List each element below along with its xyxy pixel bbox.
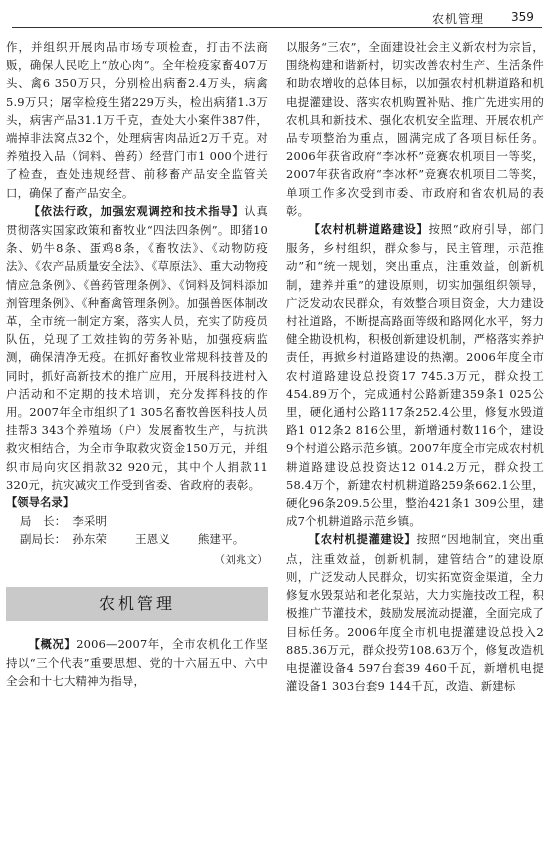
author-credit: （刘兆文） [214, 553, 268, 566]
section-heading: 【农村机提灌建设】 [308, 533, 417, 547]
leader-title: 局 长： [20, 514, 67, 529]
running-head-title: 农机管理 [432, 12, 485, 26]
section-heading: 【概况】 [28, 637, 77, 651]
paragraph [286, 530, 544, 695]
paragraph [6, 202, 268, 494]
leader-name: 熊建平。 [197, 532, 245, 547]
leader-row-deputies [20, 530, 268, 548]
leader-title: 副局长： [20, 532, 67, 547]
paragraph-body: 2006—2007年，全市农机化工作坚持以“三个代表”重要思想、党的十六届五中、六中全会和十七大精神为指导， [6, 636, 268, 689]
leaders-heading: 【领导名录】 [6, 496, 75, 510]
paragraph [6, 635, 268, 691]
page-number: 359 [511, 10, 534, 24]
leader-name: 王恩义 [135, 532, 170, 547]
section-heading [6, 494, 268, 512]
leader-row-director [20, 512, 268, 530]
paragraph-body: 按照“政府引导，部门服务，乡村组织，群众参与，民主管理，示范推动”和“统一规划，突出重点，注重效益，创新机制，建养并重”的建设原则，切实加强组织领导，广泛发动农民群众，有效整合项目资金，大力建设村社道路，不断提高路面等级和路网化水平，努力健全勘设机构，积极创新建设机制，严格落实养护责任，再掀乡村道路建设的热潮。2006年度全市农村道路建设总投资17 745.3万元，群众投工454.89万个，完成通村公路新建359条1 025公里，硬化通村公路117条252.4公里，修复水毁道路1 012条2 816公里，新增通村数116个，建设9个村道公路示范乡镇。2007年度全市完成农村机耕道路建设总投资达12 014.2万元，群众投工58.4万个，新建农村机耕道路259条662.1公里，硬化96条209.5公里，整治421条1 309公里，建成7个机耕道路示范乡镇。 [286, 222, 544, 529]
paragraph-body: 按照“因地制宜，突出重点，注重效益，创新机制，建管结合”的建设原则，广泛发动人民群众，切实拓宽资金渠道，全力修复水毁泵站和老化泵站，大力实施技改工程，积极推广节灌技术，鼓励发展流动提灌，全面完成了目标任务。2006年度全市机电提灌建设总投入2 885.36万元，群众投劳108.63万个，修复改造机电提灌设备4 597台套39 460千瓦，新增机电提灌设备1 303台套9 144千瓦，改造、新建标 [286, 532, 544, 694]
paragraph: 作，并组织开展肉品市场专项检查，打击不法商贩，确保人民吃上“放心肉”。全年检疫家畜407万头、禽6 350万只，分别检出病畜2.4万头，病禽5.9万只；屠宰检疫生猪229万头，检出病猪1.3万头，病害产品31.1万千克，查处大小案件387件，端掉非法窝点32个，处理病害肉品近2万千克。对养殖投入品（饲料、兽药）经营门市1 000个进行了检查，查处违规经营、前移畜产品安全监管关口，确保了畜产品安全。 [6, 40, 268, 200]
paragraph-body: 认真贯彻落实国家政策和畜牧业“四法四条例”。即猪10条、奶牛8条、蛋鸡8条，《畜牧法》、《动物防疫法》、《农产品质量安全法》、《草原法》、重大动物疫情应急条例》、《兽药管理条例》、《饲料及饲料添加剂管理条例》、《种畜禽管理条例》。加强兽医体制改革，全市统一制定方案，落实人员，充实了防疫员队伍，兑现了工效挂钩的劳务补贴，加强疫病监测，确保清净无疫。在抓好畜牧业常规科技普及的同时，抓好高新技术的推广应用，开展科技进村入户活动和不定期的技术培训，充分发挥科技的作用。2007年全市组织了1 305名畜牧兽医科技人员挂帮3 343个养殖场（户）发展畜牧生产，与抗洪救灾相结合，为全市争取救灾资金150万元，并组织市局向灾区捐款32 920元，其中个人捐款11 320元，抗灾减灾工作受到省委、省政府的表彰。 [6, 203, 268, 492]
section-heading: 【农村机耕道路建设】 [308, 223, 429, 237]
left-column [6, 38, 268, 691]
leader-name: 孙东荣 [72, 532, 108, 547]
section-heading: 【依法行政，加强宏观调控和技术指导】 [28, 204, 245, 218]
paragraph [286, 220, 544, 530]
leader-name: 李采明 [72, 514, 108, 529]
paragraph: 以服务“三农”，全面建设社会主义新农村为宗旨，围绕构建和谐新村，切实改善农村生产、生活条件和助农增收的总体目标，以加强农村机耕道路和机电提灌建设、落实农机购置补贴、推广先进实用的农机具和新技术、强化农机安全监理、开展农机产品专项整治为重点，圆满完成了各项目标任务。2006年获省政府“李冰杯”竞赛农机项目一等奖，2007年获省政府“李冰杯”竞赛农机项目二等奖，单项工作多次受到市委、市政府和省农机局的表彰。 [286, 40, 544, 218]
right-column [286, 38, 544, 695]
running-head [0, 6, 550, 28]
section-banner: 农机管理 [6, 587, 268, 621]
running-head-rule [12, 27, 542, 28]
